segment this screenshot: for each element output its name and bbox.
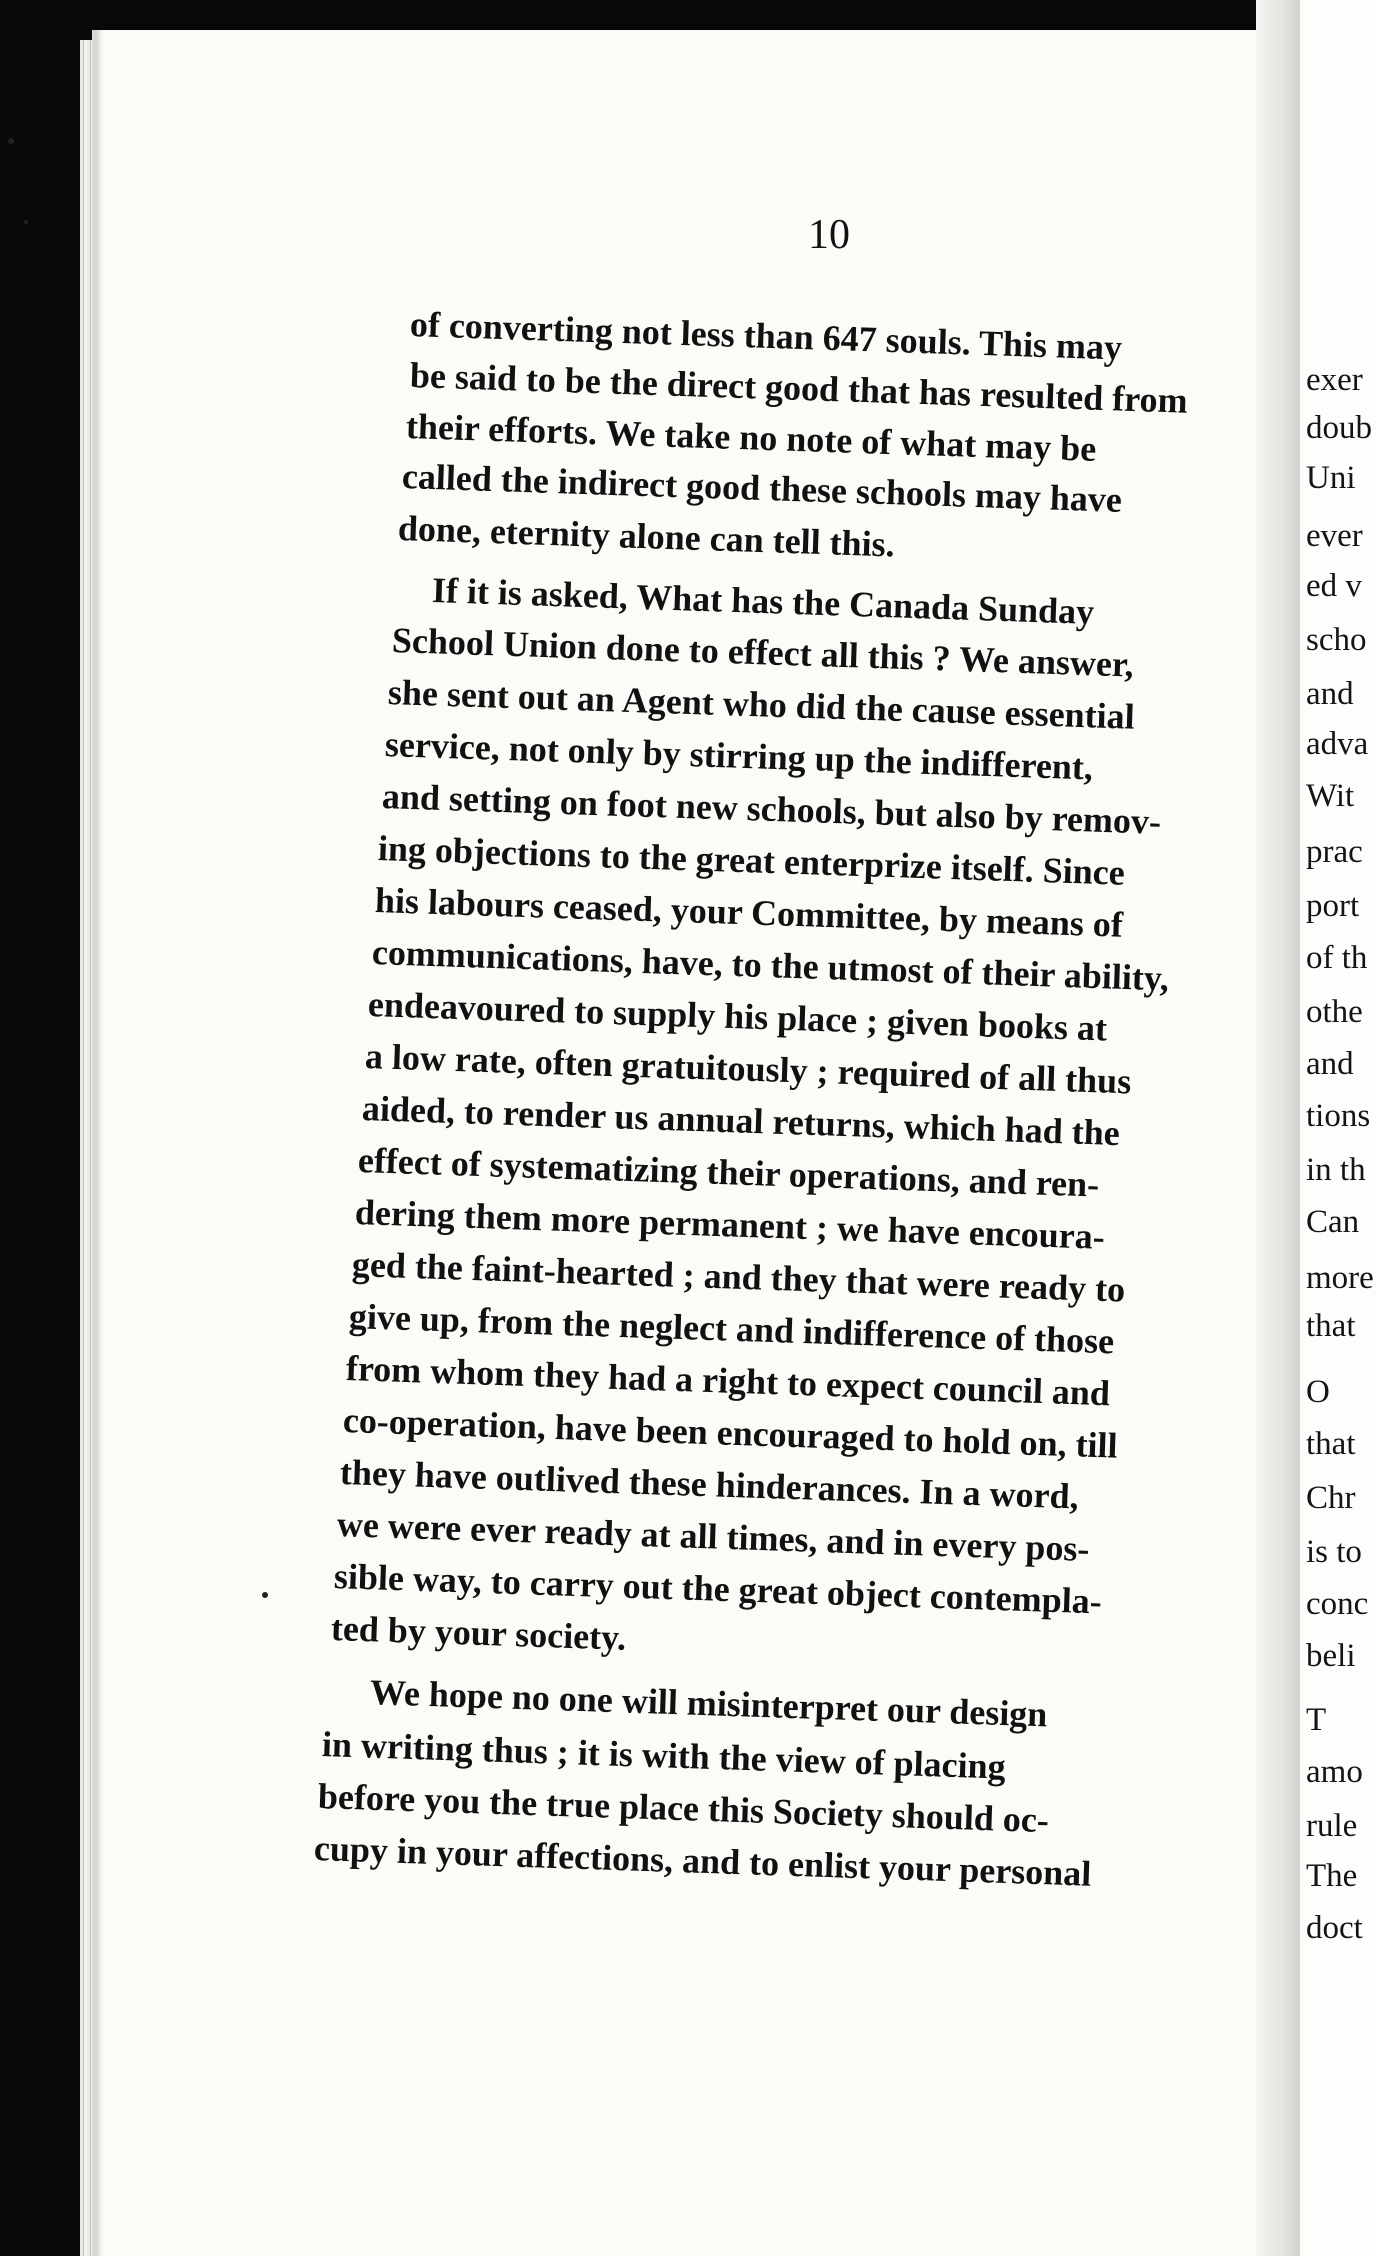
facing-line: conc bbox=[1306, 1586, 1369, 1622]
facing-line: rule bbox=[1306, 1808, 1358, 1844]
facing-line: of th bbox=[1306, 940, 1368, 976]
text-line: aided, to render us annual returns, which had the bbox=[361, 1088, 1121, 1154]
facing-line: that bbox=[1306, 1308, 1356, 1344]
facing-line: more bbox=[1306, 1260, 1374, 1296]
text-line: of converting not less than 647 souls. This may bbox=[409, 304, 1123, 368]
text-line: his labours ceased, your Committee, by means of bbox=[374, 880, 1124, 945]
text-line: ted by your society. bbox=[330, 1608, 627, 1658]
text-line: We hope no one will misinterpret our design bbox=[369, 1672, 1049, 1735]
text-line: in writing thus ; it is with the view of placing bbox=[321, 1724, 1007, 1787]
facing-line: The bbox=[1306, 1858, 1358, 1894]
text-line: she sent out an Agent who did the cause essential bbox=[387, 672, 1136, 737]
text-line: we were ever ready at all times, and in every pos- bbox=[336, 1504, 1091, 1569]
facing-line: prac bbox=[1306, 834, 1363, 870]
page-number: 10 bbox=[808, 212, 850, 258]
text-line: service, not only by stirring up the indifferent, bbox=[384, 724, 1094, 788]
facing-line: adva bbox=[1306, 726, 1369, 762]
text-line: called the indirect good these schools may have bbox=[401, 456, 1123, 520]
facing-line: Chr bbox=[1306, 1480, 1356, 1516]
facing-line: that bbox=[1306, 1426, 1356, 1462]
text-line: sible way, to carry out the great object contempla- bbox=[333, 1556, 1103, 1622]
dust-speck bbox=[8, 138, 14, 144]
facing-line: Uni bbox=[1306, 460, 1356, 496]
text-line: a low rate, often gratuitously ; required of all thus bbox=[364, 1036, 1132, 1102]
facing-line: is to bbox=[1306, 1534, 1362, 1570]
facing-line: and bbox=[1306, 1046, 1354, 1082]
text-line: communications, have, to the utmost of their ability, bbox=[371, 932, 1170, 999]
facing-line: and bbox=[1306, 676, 1354, 712]
text-line: be said to be the direct good that has resulted from bbox=[409, 355, 1189, 421]
text-line: co-operation, have been encouraged to hold on, till bbox=[342, 1400, 1119, 1466]
text-line: and setting on foot new schools, but also by remov- bbox=[381, 776, 1162, 842]
facing-line: amo bbox=[1306, 1754, 1363, 1790]
text-line: cupy in your affections, and to enlist your personal bbox=[313, 1828, 1092, 1894]
text-line: ing objections to the great enterprize itself. Since bbox=[377, 828, 1126, 893]
text-line: ged the faint-hearted ; and they that were ready to bbox=[351, 1244, 1126, 1310]
dust-speck bbox=[262, 1592, 268, 1598]
facing-line: scho bbox=[1306, 622, 1367, 658]
facing-line: ed v bbox=[1306, 568, 1362, 604]
facing-line: othe bbox=[1306, 994, 1363, 1030]
text-line: endeavoured to supply his place ; given books at bbox=[367, 984, 1108, 1049]
text-line: their efforts. We take no note of what may be bbox=[405, 406, 1097, 469]
facing-line: ever bbox=[1306, 518, 1363, 554]
dust-speck bbox=[24, 220, 28, 224]
text-line: give up, from the neglect and indifference of those bbox=[348, 1296, 1115, 1362]
text-line: effect of systematizing their operations, and ren- bbox=[357, 1140, 1100, 1205]
facing-line: exer bbox=[1306, 362, 1363, 398]
text-line: dering them more permanent ; we have encoura- bbox=[354, 1192, 1106, 1257]
facing-line: T bbox=[1306, 1702, 1327, 1738]
text-line: If it is asked, What has the Canada Sunday bbox=[431, 570, 1095, 632]
facing-line: O bbox=[1306, 1374, 1330, 1410]
text-line: they have outlived these hinderances. In a word, bbox=[339, 1452, 1080, 1517]
facing-line: Can bbox=[1306, 1204, 1360, 1240]
text-line: done, eternity alone can tell this. bbox=[397, 508, 896, 565]
text-line: School Union done to effect all this ? We answer, bbox=[391, 620, 1135, 685]
facing-line: tions bbox=[1306, 1098, 1371, 1134]
text-line: before you the true place this Society should oc- bbox=[317, 1776, 1050, 1841]
facing-line: Wit bbox=[1306, 778, 1355, 814]
facing-line: beli bbox=[1306, 1638, 1356, 1674]
facing-line: port bbox=[1306, 888, 1360, 924]
text-line: from whom they had a right to expect council and bbox=[345, 1348, 1111, 1414]
facing-line: in th bbox=[1306, 1152, 1366, 1188]
facing-line: doct bbox=[1306, 1910, 1363, 1946]
facing-line: doub bbox=[1306, 410, 1372, 446]
